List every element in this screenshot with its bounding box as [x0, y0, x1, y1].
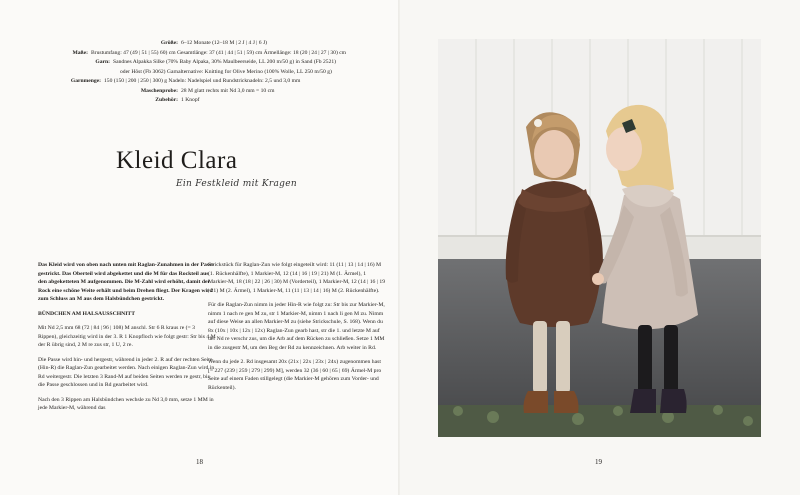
- instruction-paragraph: Für die Raglan-Zun nimm in jeder Hin-R wie folgt zu: Str bis zur Markier-M, nimm 1 nach re gen M zu, str 1 Markier-M, nimm 1 nach li gen M zu. Nimm auf diese Weise an allen Markier-M zu (siehe Strickschule, S. 168). Wenn du 8x (10x | 10x | 12x | 12x) Raglan-Zun gearb hast, str die 1. und letzte M auf der Nd re verschr zus, um die Arb auf dem Rücken zu schließen. Setze 1 MM in die zusgestr M, um den Beg der Rd zu kennzeichnen. Arb weiter in Rd.: [208, 302, 385, 351]
- spec-value: 1 Knopf: [181, 97, 200, 103]
- spec-label: [28, 68, 120, 78]
- spec-row-gauge: [28, 87, 373, 97]
- section-heading: BÜNDCHEN AM HALSAUSSCHNITT: [38, 310, 136, 317]
- spec-label: Maße:: [72, 49, 88, 56]
- photo-illustration: [438, 39, 761, 437]
- instruction-paragraph: Nach den 3 Rippen am Halsbündchen wechsle zu Nd 3,0 mm, setze 1 MM in jede Markier-M, während das: [38, 396, 214, 411]
- intro-paragraph: Das Kleid wird von oben nach unten mit Raglan-Zunahmen in der Passe gestrickt. Das Oberteil wird abgekettet und die M für das Rockteil aus den abgeketteten M aufgenommen. Die M-Zahl wird erhöht, damit der Rock eine schöne Weite erhält und beim Drehen fliegt. Der Kragen wird zum Schluss an M aus dem Halsbündchen gestrickt.: [38, 262, 214, 302]
- spec-row-measurements: [28, 49, 373, 59]
- spec-value: 150 (150 | 200 | 250 | 300) g Nadeln: Nadelspiel und Rundstricknadeln: 2,5 und 3,0 mm: [104, 78, 301, 84]
- children-photo: [438, 39, 761, 437]
- spec-label: Größe:: [160, 40, 178, 46]
- spec-value: 6–12 Monate (12–18 M | 2 J | 4 J | 6 J): [181, 40, 268, 46]
- spec-row-notions: [28, 96, 373, 106]
- pattern-title: Kleid Clara: [116, 147, 238, 174]
- pattern-subtitle: Ein Festkleid mit Kragen: [176, 179, 297, 189]
- instructions-column-right: [208, 261, 386, 398]
- instruction-paragraph: Die Passe wird hin- und hergestr, während in jeder 2. R auf der rechten Seite (Hin-R) die Raglan-Zun gearbeitet werden. Nach einigen Raglan-Zun wird in Rd weitergestr. Die letzten 3 Rand-M auf beiden Seiten werden re gestr, bis die Passe geschlossen und in Rd gearbeitet wird.: [38, 356, 215, 388]
- spec-row-yarn-alt: [28, 68, 373, 78]
- spec-label: Garnmenge:: [70, 78, 101, 84]
- instructions-column-left: [38, 261, 216, 419]
- spec-label: Maschenprobe:: [140, 87, 178, 94]
- spec-value: oder Hôst (Fb 3062) Garnalternative: Knitting for Olive Merino (100% Wolle, LL 250 m/50 g): [120, 68, 332, 75]
- pattern-specs: [28, 39, 373, 106]
- instruction-paragraph: Wenn du jede 2. Rd insgesamt 20x (21x | 22x | 23x | 24x) zugenommen hast [= 227 (239 | 259 | 279 | 299) M], werden 32 (36 | 60 | 65 | 69) Ärmel-M pro Seite auf einem Faden stillgelegt (die Markier-M gehören zum Vorder- und Rückenteil).: [208, 359, 382, 391]
- spec-row-size: [28, 39, 373, 49]
- spec-label: Garn:: [95, 59, 110, 65]
- spec-label: Zubehör:: [155, 97, 178, 103]
- spec-value: Brustumfang: 47 (49 | 51 | 55) 60) cm Gesamtlänge: 37 (41 | 44 | 51 | 59) cm Ärmellänge: 18 (20 | 24 | 27 | 30) cm: [91, 49, 347, 56]
- page-number-right: 19: [595, 458, 602, 466]
- spec-value: Sandnes Alpakka Silke (70% Baby Alpaka, 30% Maulbeerseide, LL 200 m/50 g) in Sand (Fb 2521): [113, 59, 337, 65]
- spec-row-yarn-amount: [28, 77, 373, 87]
- instruction-paragraph: Strickstück für Raglan-Zun wie folgt eingeteilt wird: 11 (11 | 13 | 14 | 16) M (1. Rückenhälfte), 1 Markier-M, 12 (14 | 16 | 19 | 21) M (1. Ärmel), 1 Markier-M, 18 (18 | 22 | 26 | 30) M (Vorderteil), 1 Markier-M, 12 (14 | 16 | 19 | 21) M (2. Ärmel), 1 Markier-M, 11 (11 | 13 | 14 | 16) M (2. Rückenhälfte).: [208, 262, 386, 294]
- spec-value: 28 M glatt rechts mit Nd 3,0 mm = 10 cm: [181, 87, 275, 94]
- instruction-paragraph: Mit Nd 2,5 mm 68 (72 | 84 | 96 | 108) M anschl. Str 6 R kraus re (= 3 Rippen), gleichzeitig wird in der 3. R 1 Knopfloch wie folgt gestr: Str bis 4 M der R übrig sind, 2 M re zus str, 1 U, 2 re.: [38, 325, 216, 348]
- spec-row-yarn: [28, 58, 373, 68]
- page-number-left: 18: [196, 458, 203, 466]
